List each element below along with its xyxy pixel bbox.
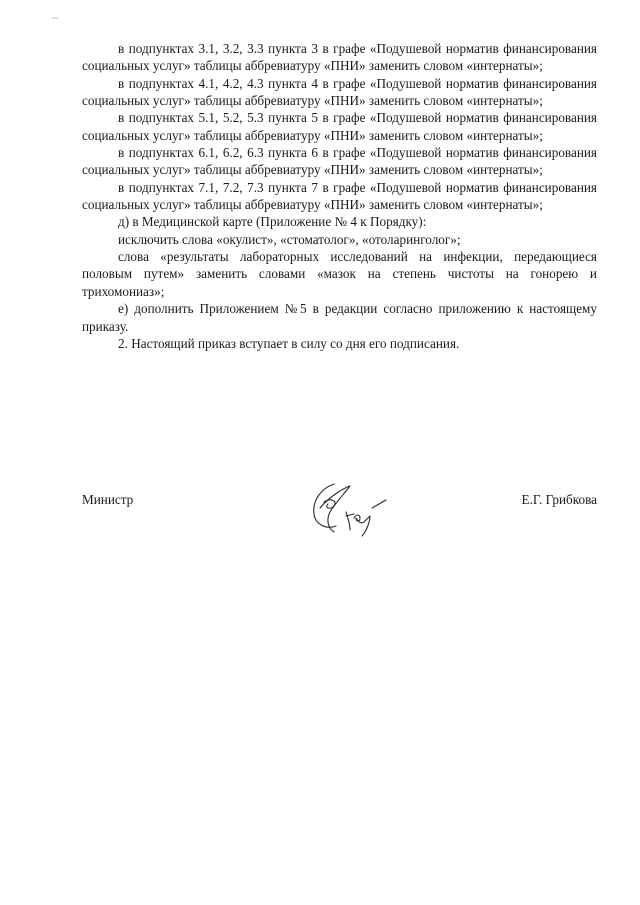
paragraph-subpoints-6: в подпунктах 6.1, 6.2, 6.3 пункта 6 в графе «Подушевой норматив финансирования социальных услуг» таблицы аббревиатуру «ПНИ» заменить словом «интернаты»; xyxy=(82,145,597,178)
scan-mark xyxy=(52,6,58,8)
signature-block xyxy=(82,478,597,538)
handwritten-signature xyxy=(300,478,400,538)
paragraph-replace-words: слова «результаты лабораторных исследований на инфекции, передающиеся половым путем» заменить словами «мазок на степень чистоты на гонорею и трихомониаз»; xyxy=(82,249,597,299)
signer-title: Министр xyxy=(82,492,134,507)
document-body xyxy=(82,40,597,352)
paragraph-subpoints-4: в подпунктах 4.1, 4.2, 4.3 пункта 4 в графе «Подушевой норматив финансирования социальных услуг» таблицы аббревиатуру «ПНИ» заменить словом «интернаты»; xyxy=(82,75,597,109)
signer-name: Е.Г. Грибкова xyxy=(521,492,597,507)
paragraph-effective-date: 2. Настоящий приказ вступает в силу со дня его подписания. xyxy=(118,335,460,351)
paragraph-exclude-words: исключить слова «окулист», «стоматолог», «отоларинголог»; xyxy=(118,231,461,247)
paragraph-subpoints-3: в подпунктах 3.1, 3.2, 3.3 пункта 3 в графе «Подушевой норматив финансирования социальных услуг» таблицы аббревиатуру «ПНИ» заменить словом «интернаты»; xyxy=(82,41,597,74)
paragraph-subpoints-7: в подпунктах 7.1, 7.2, 7.3 пункта 7 в графе «Подушевой норматив финансирования социальных услуг» таблицы аббревиатуру «ПНИ» заменить словом «интернаты»; xyxy=(82,179,597,213)
paragraph-subpoints-5: в подпунктах 5.1, 5.2, 5.3 пункта 5 в графе «Подушевой норматив финансирования социальных услуг» таблицы аббревиатуру «ПНИ» заменить словом «интернаты»; xyxy=(82,110,597,143)
paragraph-appendix-5: е) дополнить Приложением №5 в редакции согласно приложению к настоящему приказу. xyxy=(82,301,597,334)
paragraph-medical-card: д) в Медицинской карте (Приложение № 4 к Порядку): xyxy=(118,214,427,230)
